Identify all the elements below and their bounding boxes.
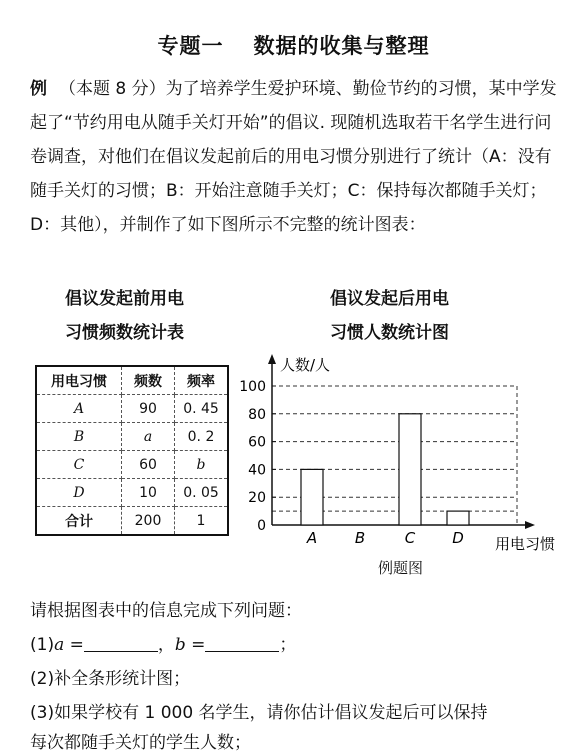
q1-end: ； [279, 635, 297, 655]
question-2: (2)补全条形统计图； [30, 669, 191, 689]
example-label: 例 [30, 79, 47, 99]
table-caption-line1: 倡议发起前用电 [65, 289, 184, 309]
x-tick-label: D [452, 529, 464, 547]
table-cell: a [122, 423, 175, 451]
table-caption-line2: 习惯频数统计表 [65, 323, 184, 343]
table-cell: 60 [122, 451, 175, 479]
table-row [36, 423, 228, 451]
x-tick-label: B [354, 529, 366, 547]
y-tick-label: 100 [239, 379, 266, 395]
bar [301, 469, 323, 525]
table-cell: C [36, 451, 122, 479]
table-cell: 1 [175, 507, 229, 536]
page-title: 专题一 数据的收集与整理 [157, 34, 430, 58]
chart-caption-line2: 习惯人数统计图 [330, 323, 449, 343]
y-tick-label: 60 [248, 434, 266, 451]
q1-b-label: b = [174, 635, 206, 655]
table-total-row [36, 507, 228, 536]
table-cell: 0. 05 [175, 479, 229, 507]
question-3-line2: 每次都随手关灯的学生人数； [30, 733, 251, 753]
y-axis-arrow [268, 354, 276, 364]
figure-caption: 例题图 [378, 559, 424, 577]
y-tick-label: 40 [248, 462, 266, 479]
q1-a-label: a = [54, 635, 84, 655]
table-cell: A [36, 395, 122, 423]
table-header-cell: 频率 [175, 366, 229, 395]
table-cell: 10 [122, 479, 175, 507]
chart-caption-line1: 倡议发起后用电 [330, 289, 449, 309]
table-row [36, 479, 228, 507]
frequency-table [35, 365, 229, 536]
table-header-row [36, 366, 228, 395]
x-axis-label: 用电习惯 [494, 535, 556, 553]
x-tick-label: A [306, 529, 318, 547]
y-axis-label: 人数/人 [280, 356, 331, 374]
y-tick-label: 0 [257, 518, 266, 534]
question-intro: 请根据图表中的信息完成下列问题： [30, 601, 302, 621]
bar [447, 511, 469, 525]
answer-blank-a[interactable] [84, 633, 158, 652]
table-cell: 90 [122, 395, 175, 423]
example-text: （本题 8 分）为了培养学生爱护环境、勤俭节约的习惯，某中学发起了“节约用电从随手关灯开始”的倡议. 现随机选取若干名学生进行问卷调查，对他们在倡议发起前后的用电习惯分别进行了统计（A：没有随手关灯的习惯；B：开始注意随手关灯；C：保持每次都随手关灯；D：其他），并制作了如下图所示不完整的统计图表： [30, 79, 557, 235]
table-cell: b [175, 451, 229, 479]
table-cell: 0. 2 [175, 423, 229, 451]
question-3-line1: (3)如果学校有 1 000 名学生，请你估计倡议发起后可以保持 [30, 703, 488, 723]
y-tick-label: 80 [248, 406, 266, 423]
table-cell: D [36, 479, 122, 507]
q1-number: (1) [30, 635, 55, 655]
table-cell: 200 [122, 507, 175, 536]
bar [399, 414, 421, 525]
table-header-cell: 用电习惯 [36, 366, 122, 395]
table-row [36, 395, 228, 423]
x-axis-arrow [525, 521, 535, 529]
question-1 [30, 630, 296, 655]
table-cell: 0. 45 [175, 395, 229, 423]
table-cell: B [36, 423, 122, 451]
x-tick-label: C [404, 529, 416, 547]
answer-blank-b[interactable] [205, 633, 279, 652]
table-cell: 合计 [36, 507, 122, 536]
y-tick-label: 20 [248, 490, 266, 507]
table-row [36, 451, 228, 479]
table-header-cell: 频数 [122, 366, 175, 395]
q1-separator: ， [157, 635, 175, 655]
example-paragraph [30, 72, 560, 242]
